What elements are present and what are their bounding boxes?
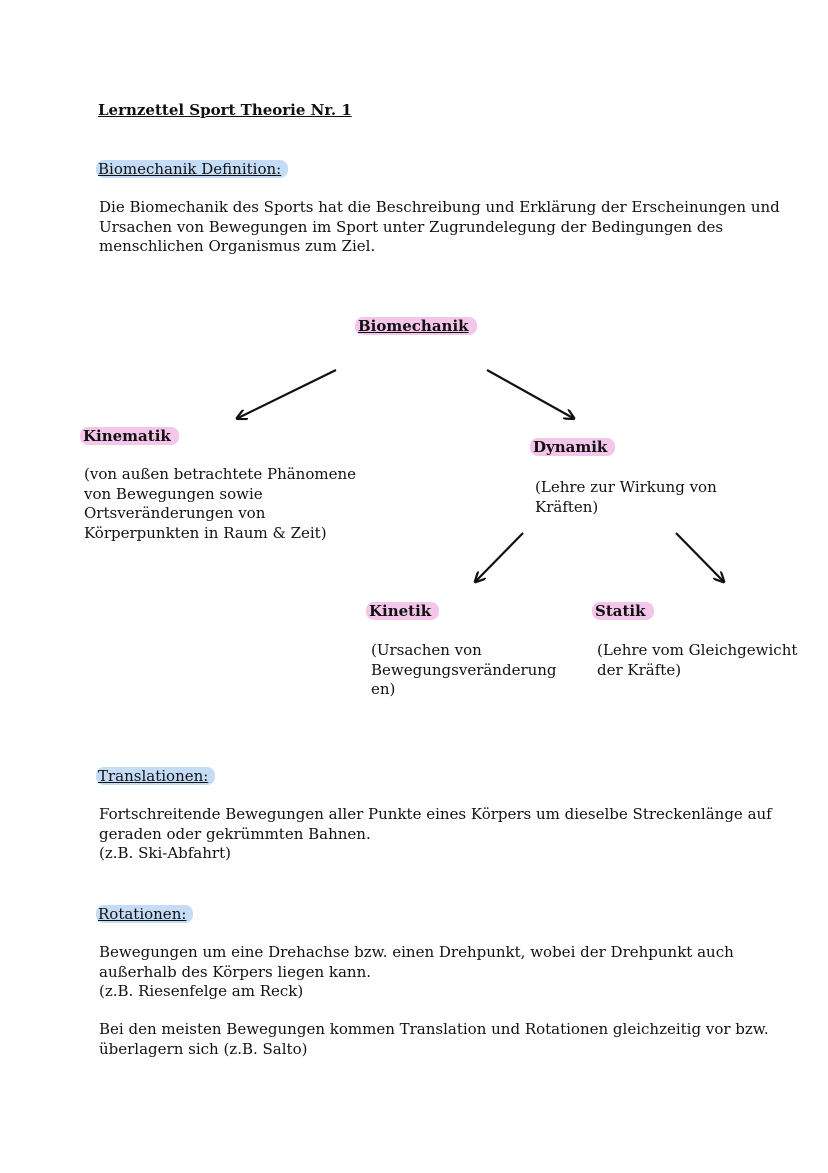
page-title: Lernzettel Sport Theorie Nr. 1 (98, 101, 352, 119)
kinematik-line: Ortsveränderungen von (84, 504, 266, 522)
rotation-line: Bewegungen um eine Drehachse bzw. einen Drehpunkt, wobei der Drehpunkt auch (99, 943, 734, 961)
rotation-heading-label: Rotationen: (96, 905, 193, 923)
translation-text (99, 805, 772, 864)
kinetik-label: Kinetik (366, 602, 439, 620)
rotation-line: (z.B. Riesenfelge am Reck) (99, 982, 304, 1000)
definition-heading-label: Biomechanik Definition: (96, 160, 288, 178)
dynamik-label: Dynamik (530, 438, 615, 456)
kinematik-description (84, 465, 356, 543)
translation-heading-label: Translationen: (96, 767, 215, 785)
statik-line: (Lehre vom Gleichgewicht (597, 641, 798, 659)
statik-line: der Kräfte) (597, 660, 682, 679)
rotation-line: außerhalb des Körpers liegen kann. (99, 962, 372, 981)
statik-label: Statik (592, 602, 654, 620)
dynamik-node (530, 437, 615, 456)
translation-line: Fortschreitende Bewegungen aller Punkte eines Körpers um dieselbe Streckenlänge auf (99, 805, 772, 823)
kinematik-line: (von außen betrachtete Phänomene (84, 465, 356, 483)
summary-line: Bei den meisten Bewegungen kommen Translation und Rotationen gleichzeitig vor bzw. (99, 1020, 769, 1038)
kinetik-node (366, 601, 439, 620)
arrow-to-statik (676, 533, 723, 581)
kinematik-label: Kinematik (80, 427, 179, 445)
translation-heading (96, 766, 215, 785)
kinetik-line: en) (371, 680, 396, 698)
statik-description (597, 641, 797, 680)
dynamik-line: (Lehre zur Wirkung von (535, 478, 717, 496)
rotation-heading (96, 904, 193, 923)
kinetik-line: (Ursachen von (371, 641, 482, 659)
kinematik-node (80, 426, 179, 445)
dynamik-description (535, 478, 717, 517)
arrow-to-kinetik (476, 533, 523, 581)
kinetik-description (371, 641, 557, 700)
definition-line: Die Biomechanik des Sports hat die Beschreibung und Erklärung der Erscheinungen und (99, 198, 780, 216)
kinematik-line: Körperpunkten in Raum & Zeit) (84, 523, 327, 542)
summary-text (99, 1020, 769, 1059)
translation-line: geraden oder gekrümmten Bahnen. (99, 824, 371, 843)
translation-line: (z.B. Ski-Abfahrt) (99, 844, 231, 862)
statik-node (592, 601, 654, 620)
rotation-text (99, 943, 734, 1002)
summary-line: überlagern sich (z.B. Salto) (99, 1039, 308, 1058)
kinetik-line: Bewegungsveränderung (371, 660, 557, 679)
dynamik-line: Kräften) (535, 497, 599, 516)
definition-line: menschlichen Organismus zum Ziel. (99, 237, 376, 255)
diagram-root-label: Biomechanik (355, 317, 477, 335)
arrow-to-dynamik (487, 370, 573, 418)
definition-line: Ursachen von Bewegungen im Sport unter Zugrundelegung der Bedingungen des (99, 217, 724, 236)
arrow-to-kinematik (238, 370, 336, 418)
kinematik-line: von Bewegungen sowie (84, 484, 263, 503)
